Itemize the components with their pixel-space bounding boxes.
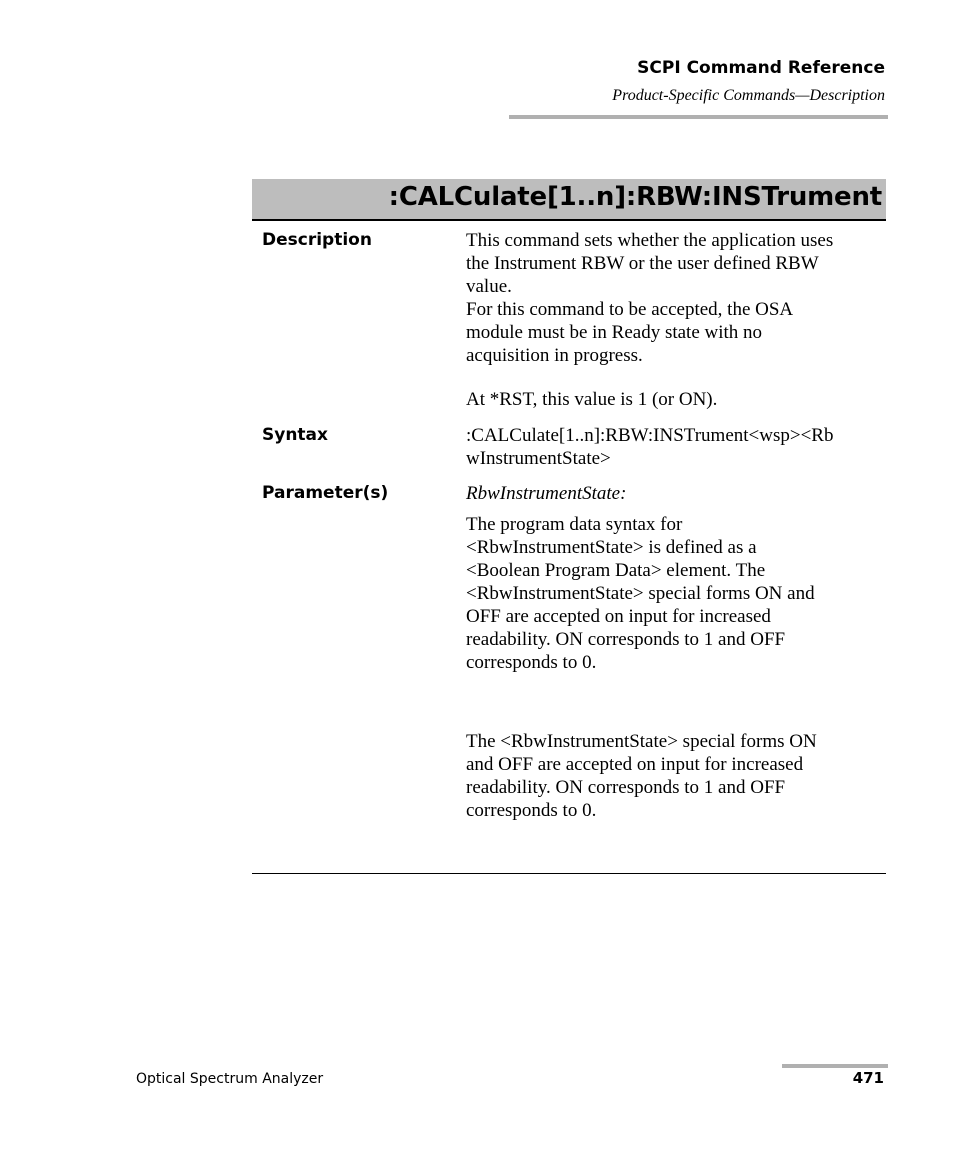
- syntax-label: Syntax: [262, 425, 328, 445]
- parameter-line: The <RbwInstrumentState> special forms ON: [466, 731, 817, 752]
- parameter-line: and OFF are accepted on input for increased: [466, 754, 804, 775]
- parameter-line: <Boolean Program Data> element. The: [466, 560, 766, 581]
- description-line: value.: [466, 276, 512, 297]
- command-title: :CALCulate[1..n]:RBW:INSTrument: [388, 182, 882, 212]
- running-header-title: SCPI Command Reference: [637, 58, 885, 78]
- parameter-description-1: [466, 513, 884, 674]
- running-header-subtitle: Product-Specific Commands—Description: [612, 87, 885, 104]
- syntax-text: [466, 424, 884, 470]
- description-line: acquisition in progress.: [466, 345, 643, 366]
- parameter-line: readability. ON corresponds to 1 and OFF: [466, 777, 786, 798]
- description-line: module must be in Ready state with no: [466, 322, 763, 343]
- description-line: For this command to be accepted, the OSA: [466, 299, 794, 320]
- parameter-line: corresponds to 0.: [466, 800, 597, 821]
- parameter-name: RbwInstrumentState:: [466, 483, 627, 504]
- parameter-line: corresponds to 0.: [466, 652, 597, 673]
- footer-product-name: Optical Spectrum Analyzer: [136, 1071, 324, 1087]
- parameter-line: <RbwInstrumentState> is defined as a: [466, 537, 757, 558]
- description-text: [466, 229, 884, 367]
- section-end-rule: [252, 873, 886, 874]
- parameter-line: <RbwInstrumentState> special forms ON and: [466, 583, 815, 604]
- description-line: This command sets whether the application uses: [466, 230, 834, 251]
- page-number: 471: [852, 1069, 884, 1087]
- parameter-line: OFF are accepted on input for increased: [466, 606, 771, 627]
- description-line: the Instrument RBW or the user defined RBW: [466, 253, 819, 274]
- parameter-line: readability. ON corresponds to 1 and OFF: [466, 629, 786, 650]
- rst-value-text: At *RST, this value is 1 (or ON).: [466, 389, 718, 410]
- syntax-line: wInstrumentState>: [466, 448, 611, 469]
- syntax-line: :CALCulate[1..n]:RBW:INSTrument<wsp><Rb: [466, 425, 834, 446]
- command-title-bar: [252, 179, 886, 221]
- footer-rule: [782, 1064, 888, 1068]
- parameter-line: The program data syntax for: [466, 514, 683, 535]
- description-label: Description: [262, 230, 372, 250]
- parameters-label: Parameter(s): [262, 483, 389, 503]
- parameter-description-2: [466, 730, 884, 822]
- header-rule: [509, 115, 888, 119]
